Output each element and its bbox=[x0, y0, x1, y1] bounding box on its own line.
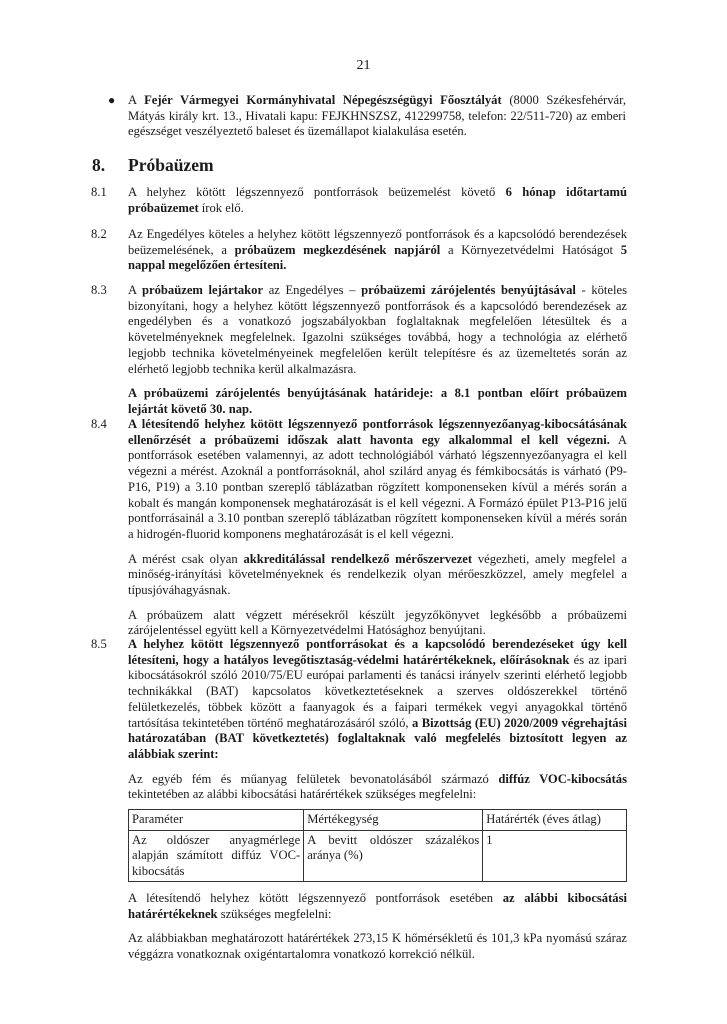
section-8-3 bbox=[91, 283, 627, 418]
table-cell: Az oldószer anyagmérlege alapján számított diffúz VOC-kibocsátás bbox=[129, 830, 304, 882]
section-8-5 bbox=[91, 637, 627, 963]
table-row bbox=[129, 830, 627, 882]
heading-number: 8. bbox=[92, 155, 106, 175]
table-header-cell: Határérték (éves átlag) bbox=[483, 810, 627, 831]
heading-title: Próbaüzem bbox=[128, 155, 214, 175]
page-number: 21 bbox=[356, 58, 371, 73]
section-paragraph: Az Engedélyes köteles a helyhez kötött légszennyező pontforrások és a kapcsolódó berendezések beüzemelésének, a próbaüzem megkezdésének napjáról a Környezetvédelmi Hatóságot 5 nappal megelőzően értesíteni. bbox=[128, 227, 628, 273]
section-8-4 bbox=[91, 417, 627, 639]
section-number: 8.1 bbox=[91, 185, 107, 199]
section-paragraph: A helyhez kötött légszennyező pontforrások beüzemelést követő 6 hónap időtartamú próbaüzemet írok elő. bbox=[128, 185, 627, 215]
accreditation-paragraph: A mérést csak olyan akkreditálással rendelkező mérőszervezet végezheti, amely megfelel a minőség-irányítási követelményeknek és rendelkezik olyan mérőeszközzel, amely megfelel a típusjóváhagyásnak. bbox=[128, 551, 628, 598]
table-header-cell: Paraméter bbox=[129, 810, 304, 831]
table-header-row bbox=[129, 810, 627, 831]
bullet-dot-icon: ● bbox=[108, 93, 116, 107]
deadline-paragraph: A próbaüzemi zárójelentés benyújtásának határideje: a 8.1 pontban előírt próbaüzem lejártát követő 30. nap. bbox=[128, 386, 627, 416]
limits-paragraph: A létesítendő helyhez kötött légszennyező pontforrások esetében az alábbi kibocsátási határértékeknek szükséges megfelelni: bbox=[128, 891, 627, 921]
limit-table bbox=[128, 809, 627, 882]
section-number: 8.5 bbox=[91, 637, 107, 651]
section-heading bbox=[92, 155, 214, 176]
section-number: 8.2 bbox=[91, 227, 107, 241]
bullet-authority: Fejér Vármegyei Kormányhivatal Népegészségügyi Főosztályát bbox=[144, 93, 502, 107]
section-paragraph: A létesítendő helyhez kötött légszennyező pontforrások légszennyezőanyag-kibocsátásának ellenőrzését a próbaüzemi időszak alatt havonta egy alkalommal el kell végezni. A pontforrások esetében valamennyi, az adott technológiából várható légszennyezőanyagra el kell végezni a mérést. Azoknál a pontforrásoknál, ahol szilárd anyag és fémkibocsátás is várható (P9-P16, P19) a 3.10 pontban szereplő táblázatban rögzített komponenseken kívül a mérés során a kobalt és mangán komponensek meghatározását is el kell végezni. A Formázó épület P13-P16 jelű pontforrásainál a 3.10 pontban szereplő táblázatban rögzített komponenseken kívül a mérés során a hidrogén-fluorid komponens meghatározását is el kell végezni. bbox=[128, 417, 627, 541]
section-number: 8.3 bbox=[91, 283, 107, 297]
table-header-cell: Mértékegység bbox=[304, 810, 483, 831]
bullet-prefix: A bbox=[128, 93, 145, 107]
bullet-item bbox=[108, 93, 626, 140]
section-8-1 bbox=[91, 185, 627, 216]
table-cell: A bevitt oldószer százalékos aránya (%) bbox=[304, 830, 483, 882]
section-8-2 bbox=[91, 227, 627, 274]
table-cell: 1 bbox=[483, 830, 627, 882]
reference-conditions-paragraph: Az alábbiakban meghatározott határértékek 273,15 K hőmérsékletű és 101,3 kPa nyomású száraz véggázra vonatkoznak oxigéntartalomra vonatkozó korrekció nélkül. bbox=[128, 931, 627, 962]
section-paragraph: A helyhez kötött légszennyező pontforrásokat és a kapcsolódó berendezéseket úgy kell létesíteni, hogy a hatályos levegőtisztaság-védelmi határértékeknek, előírásoknak és az ipari kibocsátásokról szóló 2010/75/EU európai parlamenti és tanácsi irányelv szerinti elérhető legjobb technikákkal (BAT) kapcsolatos következtetéseknek a szerves oldószerekkel történő felületkezelés, többek között a faanyagok és a faipari termékek vegyi anyagokkal történő tartósítása tekintetében történő meghatározásáról szóló, a Bizottság (EU) 2020/2009 végrehajtási határozatában (BAT következtetés) foglaltaknak való megfelelés biztosított legyen az alábbiak szerint: bbox=[128, 637, 627, 761]
bullet-text: (8000 Székesfehérvár, Mátyás király krt. 13., Hivatali kapu: FEJKHNSZSZ, 412299758, telefon: 22/511-720) az emberi egészséget veszélyeztető baleset és üzemállapot kialakulása esetén. bbox=[128, 93, 626, 139]
section-paragraph: A próbaüzem lejártakor az Engedélyes – próbaüzemi zárójelentés benyújtásával - köteles bizonyítani, hogy a helyhez kötött légszennyező pontforrások és a kapcsolódó berendezések az engedélyben és a vonatkozó jogszabályokban foglaltaknak megfelelően létesültek és a követelményeknek megfelelnek. Igazolni szükséges továbbá, hogy a technológia az elérhető legjobb technika követelményeinek megfelelően került telepítésre és az üzemeltetés során az elérhető legjobb technika kerül alkalmazásra. bbox=[128, 283, 627, 376]
report-paragraph: A próbaüzem alatt végzett mérésekről készült jegyzőkönyvet legkésőbb a próbaüzemi zárójelentéssel együtt kell a Környezetvédelmi Hatósághoz benyújtani. bbox=[128, 607, 627, 638]
section-number: 8.4 bbox=[91, 417, 107, 431]
voc-paragraph: Az egyéb fém és műanyag felületek bevonatolásából származó diffúz VOC-kibocsátás tekintetében az alábbi kibocsátási határértékek szükséges megfelelni: bbox=[128, 771, 627, 802]
